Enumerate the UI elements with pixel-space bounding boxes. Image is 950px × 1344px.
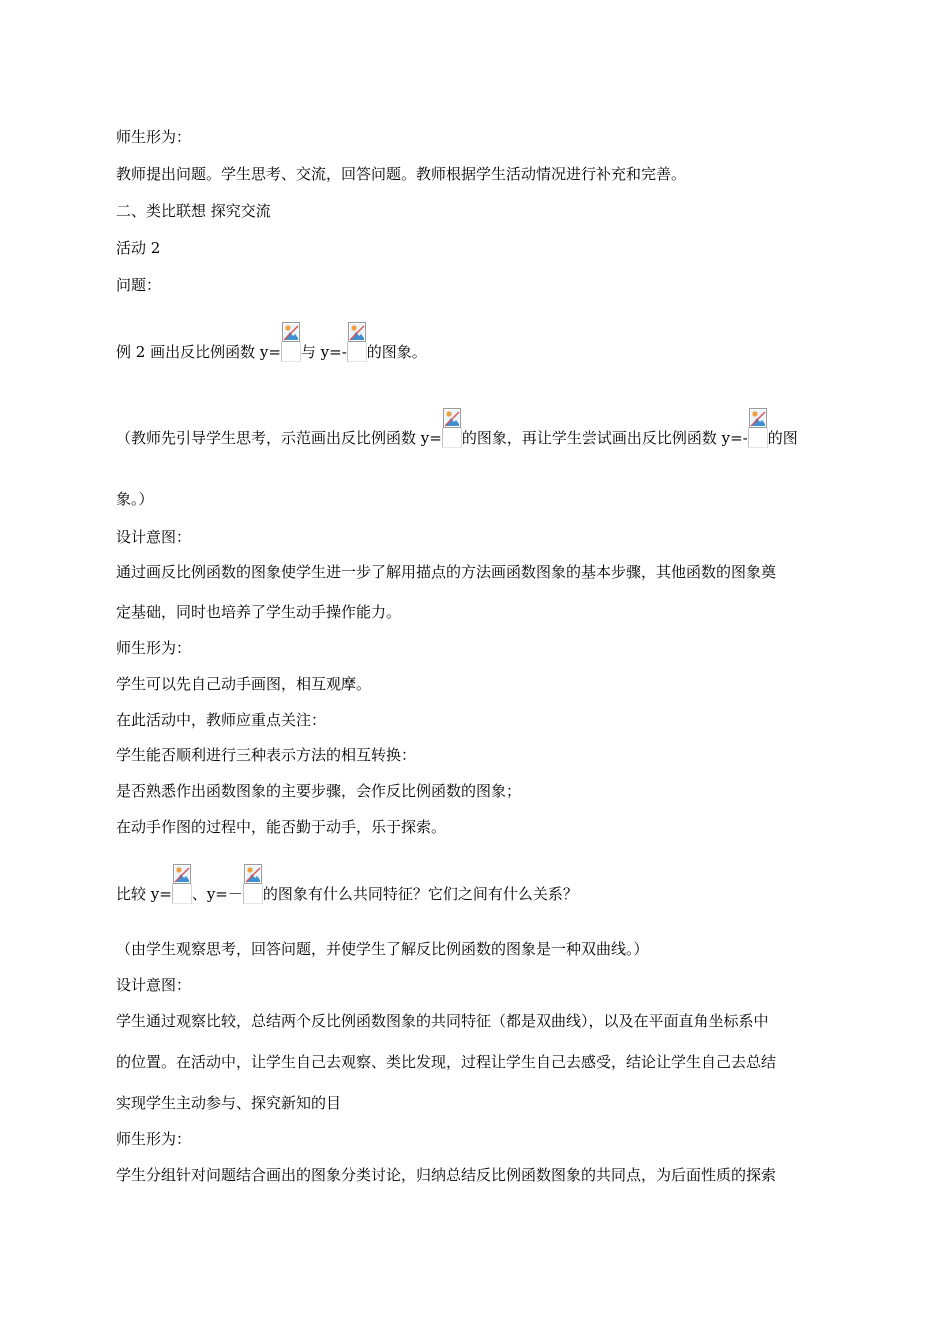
teacher-focus-line: 在此活动中，教师应重点关注：	[116, 711, 327, 729]
design-intent-2-line-1: 学生通过观察比较，总结两个反比例函数图象的共同特征（都是双曲线），以及在平面直角坐标系中	[116, 1012, 769, 1030]
fraction-placeholder-5	[172, 884, 192, 904]
design-intent-2-line-2: 的位置。在活动中，让学生自己去观察、类比发现，过程让学生自己去感受，结论让学生自己去总结	[116, 1053, 777, 1071]
design-intent-heading-1: 设计意图：	[116, 528, 192, 546]
students-draw-line: 学生可以先自己动手画图，相互观摩。	[116, 675, 372, 693]
question-heading: 问题：	[116, 276, 162, 294]
design-intent-paragraph-line-1: 通过画反比例函数的图象使学生进一步了解用描点的方法画函数图象的基本步骤，其他函数的图象奠	[116, 563, 777, 581]
compare-text-c: 的图象有什么共同特征？它们之间有什么关系？	[262, 885, 578, 903]
focus-item-1: 学生能否顺利进行三种表示方法的相互转换：	[116, 746, 417, 764]
teacher-guidance-text-b: 的图象，再让学生尝试画出反比例函数 y=-	[461, 429, 748, 447]
compare-text-b: 、y=－	[191, 885, 243, 903]
design-intent-paragraph-line-2: 定基础，同时也培养了学生动手操作能力。	[116, 603, 402, 621]
fraction-placeholder-3	[442, 428, 462, 448]
fraction-placeholder-2	[347, 342, 367, 362]
broken-image-icon	[443, 408, 461, 428]
focus-item-2: 是否熟悉作出函数图象的主要步骤，会作反比例函数的图象；	[116, 782, 522, 800]
focus-item-3: 在动手作图的过程中，能否勤于动手，乐于探索。	[116, 818, 447, 836]
paragraph-teacher-questions: 教师提出问题。学生思考、交流，回答问题。教师根据学生活动情况进行补充和完善。	[116, 165, 687, 183]
fraction-placeholder-1	[281, 342, 301, 362]
teacher-student-behavior-heading-1: 师生形为：	[116, 128, 192, 146]
example-2-line	[116, 342, 427, 362]
broken-image-icon	[282, 322, 300, 342]
observation-note: （由学生观察思考，回答问题，并使学生了解反比例函数的图象是一种双曲线。）	[116, 940, 649, 958]
example-2-text-b: 与 y=-	[300, 343, 347, 361]
teacher-student-behavior-heading-2: 师生形为：	[116, 639, 192, 657]
broken-image-icon	[749, 408, 767, 428]
example-2-text-a: 例 2 画出反比例函数 y=	[116, 343, 281, 361]
teacher-guidance-line	[116, 428, 798, 448]
teacher-guidance-continued: 象。）	[116, 490, 154, 508]
teacher-guidance-text-a: （教师先引导学生思考，示范画出反比例函数 y=	[116, 429, 442, 447]
activity-2-heading: 活动 2	[116, 239, 161, 257]
design-intent-2-line-3: 实现学生主动参与、探究新知的目	[116, 1094, 342, 1112]
compare-text-a: 比较 y=	[116, 885, 172, 903]
broken-image-icon	[348, 322, 366, 342]
teacher-guidance-text-c: 的图	[767, 429, 798, 447]
broken-image-icon	[244, 864, 262, 884]
design-intent-heading-2: 设计意图：	[116, 976, 192, 994]
fraction-placeholder-4	[748, 428, 768, 448]
teacher-student-behavior-heading-3: 师生形为：	[116, 1130, 192, 1148]
section-heading-analogy-exploration: 二、类比联想 探究交流	[116, 202, 271, 220]
broken-image-icon	[173, 864, 191, 884]
example-2-text-c: 的图象。	[366, 343, 427, 361]
fraction-placeholder-6	[243, 884, 263, 904]
group-discussion-line: 学生分组针对问题结合画出的图象分类讨论，归纳总结反比例函数图象的共同点，为后面性质的探索	[116, 1166, 777, 1184]
compare-line	[116, 884, 578, 904]
